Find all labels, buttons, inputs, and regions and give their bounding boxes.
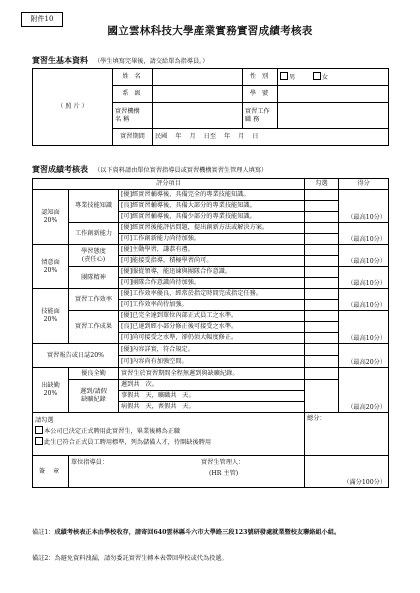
criterion-item: [優]經實習後能評估問題，提出創新方法或解決方案。 xyxy=(119,223,305,234)
hr-note: (HR 主管) xyxy=(209,470,239,477)
criterion-item: [可]團隊合作意識尚待加強。 xyxy=(119,278,305,289)
max-score: （最高10分） xyxy=(339,223,389,245)
check-cell[interactable] xyxy=(305,256,339,267)
option-text: 此生已符合正式員工聘用標準，列為儲備人才，待開缺後聘用 xyxy=(44,439,212,446)
female-label: 女 xyxy=(321,74,329,81)
check-cell[interactable] xyxy=(305,267,339,278)
option-checkbox[interactable] xyxy=(35,426,43,434)
name-label: 姓 名 xyxy=(113,69,153,86)
option-checkbox[interactable] xyxy=(35,437,43,445)
max-score: （最高10分） xyxy=(339,245,389,267)
student-id-label: 學 號 xyxy=(243,86,278,103)
hiring-options xyxy=(33,413,305,456)
check-cell[interactable] xyxy=(305,333,339,344)
criterion-item: [優]已完全達到單位內部正式員工之水準。 xyxy=(119,311,305,322)
max-score: （最高10分） xyxy=(339,190,389,223)
criterion-item: [優]服從領導，能迅谏與團隊合作意識。 xyxy=(119,267,305,278)
criterion-item: 實習生於實習期間全程無遲到與缺曠紀錄。 xyxy=(119,368,305,380)
group-report: 實習報告或日誌20% xyxy=(33,344,119,368)
eval-heading-text: 實習成績考核表 xyxy=(32,164,88,174)
remark-label: 請勾選 xyxy=(35,417,54,424)
criterion-item: [可]尚可接受之水準，卻仍須大幅度修正。 xyxy=(119,333,305,344)
basic-info-heading xyxy=(32,55,208,66)
check-cell[interactable] xyxy=(305,245,339,256)
criterion-item: [優]經實習輔導後，具備完全的專業技能知識。 xyxy=(119,190,305,201)
gender-label: 性 別 xyxy=(243,69,278,86)
basic-heading-text: 實習生基本資料 xyxy=(32,55,88,65)
sub-teamwork: 團隊精神 xyxy=(69,267,119,289)
check-cell[interactable] xyxy=(305,311,339,322)
note-1 xyxy=(32,528,388,537)
evaluation-table xyxy=(32,178,389,488)
absence-line: 病假共 天，喪假共 天。 xyxy=(119,402,305,413)
check-cell[interactable] xyxy=(305,212,339,223)
eval-heading xyxy=(32,164,267,175)
option-text: 本公司已決定正式聘用此實習生，畢業後轉為正職 xyxy=(44,428,181,435)
group-skill: 技能面 20% xyxy=(33,289,69,344)
job-field[interactable] xyxy=(278,103,389,129)
check-cell[interactable] xyxy=(305,356,339,368)
sub-professional-skill: 專業技能知識 xyxy=(69,190,119,223)
max-score: （最高20分） xyxy=(339,344,389,368)
option-row xyxy=(35,437,302,448)
check-header: 勾選 xyxy=(305,179,339,190)
photo-box: （ 照 片 ） xyxy=(33,69,113,146)
max-score: （最高10分） xyxy=(339,267,389,289)
criterion-item: [優]內容詳實，符合規定。 xyxy=(119,344,305,356)
male-label: 男 xyxy=(289,74,296,81)
check-cell[interactable] xyxy=(305,289,339,300)
dept-field[interactable] xyxy=(153,86,243,103)
check-cell[interactable] xyxy=(305,368,339,380)
criterion-item: [可]經實習輔導後，具備少部分的專業技能知識。 xyxy=(119,212,305,223)
sub-absence-record: 遲到/請假 缺曠紀錄 xyxy=(69,380,119,413)
criterion-item: [優]工作效率優良，經常於指定時間完成指定任務。 xyxy=(119,289,305,300)
criterion-item: [可]內容尚有加強空間。 xyxy=(119,356,305,368)
sub-efficiency: 實習工作效率 xyxy=(69,289,119,311)
check-cell[interactable] xyxy=(305,223,339,234)
org-field[interactable] xyxy=(153,103,243,129)
check-cell[interactable] xyxy=(305,322,339,333)
note-tag: 備註1： xyxy=(32,529,55,536)
check-cell[interactable] xyxy=(305,380,339,413)
criterion-item: [可]能接受指導，積極學習尚可。 xyxy=(119,256,305,267)
sub-full-attendance: 優良全勤 xyxy=(69,368,119,380)
check-cell[interactable] xyxy=(305,234,339,245)
note-2 xyxy=(32,554,388,563)
max-score: （最高20分） xyxy=(339,368,389,413)
option-row xyxy=(35,426,302,437)
sub-innovation: 工作創新能力 xyxy=(69,223,119,245)
criterion-item: [良]經實習輔導後，具備大部分的專業技能知識。 xyxy=(119,201,305,212)
criterion-item: [可]工作效率尚待加強。 xyxy=(119,300,305,311)
absence-line: 事假共 天，曠職共 天。 xyxy=(119,391,305,402)
check-cell[interactable] xyxy=(305,300,339,311)
check-cell[interactable] xyxy=(305,278,339,289)
full-score-note: （滿分100分） xyxy=(305,456,389,488)
name-field[interactable] xyxy=(153,69,243,86)
female-checkbox[interactable] xyxy=(313,72,321,80)
form-title: 國立雲林科技大學產業實務實習成績考核表 xyxy=(107,25,313,37)
check-cell[interactable] xyxy=(305,201,339,212)
male-checkbox[interactable] xyxy=(280,72,288,80)
sub-results: 實習工作成果 xyxy=(69,311,119,344)
basic-info-table xyxy=(32,68,389,146)
criterion-item: [優]主動學習，謙恭有禮。 xyxy=(119,245,305,256)
period-field[interactable]: 民國 年 月 日至 年 月 日 xyxy=(153,129,389,146)
total-score-cell[interactable] xyxy=(305,413,389,456)
signature-area[interactable] xyxy=(69,456,305,488)
period-label: 實習期間 xyxy=(113,129,153,146)
group-affective: 情意面 20% xyxy=(33,245,69,289)
criterion-item: [可]工作創新能力尚待加強。 xyxy=(119,234,305,245)
score-header: 得分 xyxy=(339,179,389,190)
attachment-label: 附件10 xyxy=(21,12,63,27)
note-tag: 備註2： xyxy=(32,555,55,562)
eval-heading-note: （以下資料請由單位實習指導員或實習機構實習生管理人填寫） xyxy=(94,167,268,174)
note-text: 為避免資料洩漏，請勿委託實習生轉本表帶回學校或代為投遞。 xyxy=(54,555,228,562)
hr-label: 實習生管理人： xyxy=(201,459,245,466)
check-cell[interactable] xyxy=(305,190,339,201)
max-score: （最高10分） xyxy=(339,289,389,311)
instructor-label: 單位指導員： xyxy=(71,459,109,466)
criteria-header: 評分項目 xyxy=(33,179,305,190)
note-text: 成績考核表正本由學校收存，請寄回640雲林縣斗六市大學路三段123號研發處就業暨校友聯絡組小組。 xyxy=(54,529,341,536)
max-score: （最高10分） xyxy=(339,311,389,344)
gender-options xyxy=(278,69,389,86)
sign-label: 簽 章 xyxy=(33,456,69,488)
job-label: 實習工作 職 務 xyxy=(243,103,278,129)
group-cognitive: 認知面 20% xyxy=(33,190,69,245)
check-cell[interactable] xyxy=(305,344,339,356)
basic-heading-note: （學生填寫完畢後，請交給單為指導員。） xyxy=(94,58,209,65)
criterion-item: [良]已達到經小部分修正後可接受之水準。 xyxy=(119,322,305,333)
student-id-field[interactable] xyxy=(278,86,389,103)
dept-label: 系 級 xyxy=(113,86,153,103)
group-attendance: 出缺勤 20% xyxy=(33,368,69,413)
org-label: 實習機構 名 稱 xyxy=(113,103,153,129)
total-label: 總分： xyxy=(307,415,326,422)
absence-line: 遲到共 次。 xyxy=(119,380,305,391)
sub-attitude: 學習態度 (責任心) xyxy=(69,245,119,267)
